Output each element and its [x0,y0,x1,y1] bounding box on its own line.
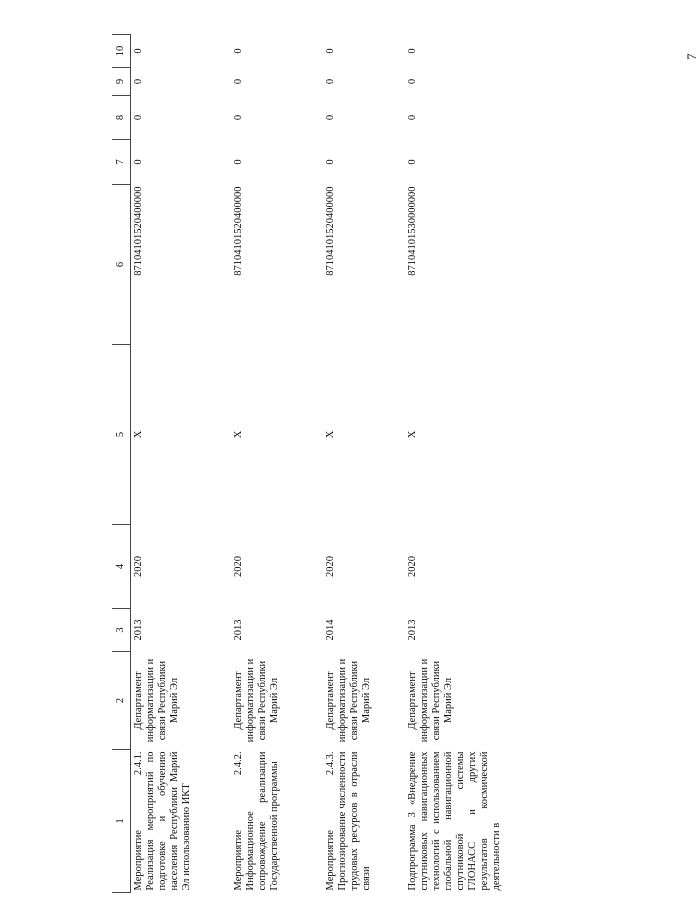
measure-name: Мероприятие 2.4.2. Информационное сопровождение реализации Государственной программы [233,751,280,891]
budget-code: 87104101520400000 [133,186,144,276]
value-col-7: 0 [325,159,336,165]
column-5-value: X [133,430,144,439]
header-row [112,35,131,893]
start-year: 2014 [325,619,336,641]
column-5-value: X [325,430,336,439]
column-header-9: 9 [112,68,131,96]
responsible-department: Департамент информатизации и связи Республики Марий Эл [133,658,180,743]
responsible-department: Департамент информатизации и связи Республики Марий Эл [325,658,372,743]
value-col-10: 0 [407,48,418,54]
value-col-8: 0 [233,114,244,121]
column-header-6: 6 [112,185,131,345]
start-year: 2013 [407,619,418,641]
column-header-10: 10 [112,35,131,68]
end-year: 2020 [325,556,336,577]
value-col-8: 0 [133,114,144,121]
table-row [405,35,579,893]
column-header-3: 3 [112,609,131,652]
column-header-5: 5 [112,345,131,525]
table-row [231,35,323,893]
column-header-7: 7 [112,140,131,185]
value-col-9: 0 [233,78,244,85]
value-col-7: 0 [133,159,144,165]
column-5-value: X [407,430,418,439]
value-col-10: 0 [233,48,244,54]
end-year: 2020 [133,556,144,577]
value-col-10: 0 [133,48,144,54]
start-year: 2013 [133,619,144,641]
program-table [112,34,579,893]
start-year: 2013 [233,619,244,641]
budget-code: 87104101520400000 [233,186,244,276]
value-col-9: 0 [407,78,418,85]
table-row [131,35,232,893]
column-header-1: 1 [112,750,131,893]
column-5-value: X [233,430,244,439]
value-col-10: 0 [325,48,336,54]
value-col-9: 0 [325,78,336,85]
value-col-7: 0 [407,159,418,165]
measure-name: Мероприятие 2.4.3. Прогнозирование численности трудовых ресурсов в отрасли связи [325,751,372,891]
column-header-8: 8 [112,96,131,140]
value-col-8: 0 [325,114,336,121]
program-table-rotated [112,35,574,893]
budget-code: 87104101530000000 [407,186,418,276]
end-year: 2020 [407,556,418,577]
page-number: 7 [684,53,699,60]
value-col-7: 0 [233,159,244,165]
responsible-department: Департамент информатизации и связи Республики Марий Эл [233,658,280,743]
table-row [323,35,405,893]
value-col-9: 0 [133,78,144,85]
measure-name: Мероприятие 2.4.1. Реализация мероприятий по подготовке и обучению населения Республики Марий Эл использованию ИКТ [133,751,192,891]
end-year: 2020 [233,556,244,577]
column-header-2: 2 [112,652,131,750]
budget-code: 87104101520400000 [325,186,336,276]
subprogram-name: Подпрограмма 3 «Внедрение спутниковых навигационных технологий с использованием глобальной навигационной спутниковой системы ГЛОНАСС и других результатов космической деятельности в [407,751,502,891]
responsible-department: Департамент информатизации и связи Республики Марий Эл [407,658,454,743]
column-header-4: 4 [112,525,131,609]
value-col-8: 0 [407,114,418,121]
